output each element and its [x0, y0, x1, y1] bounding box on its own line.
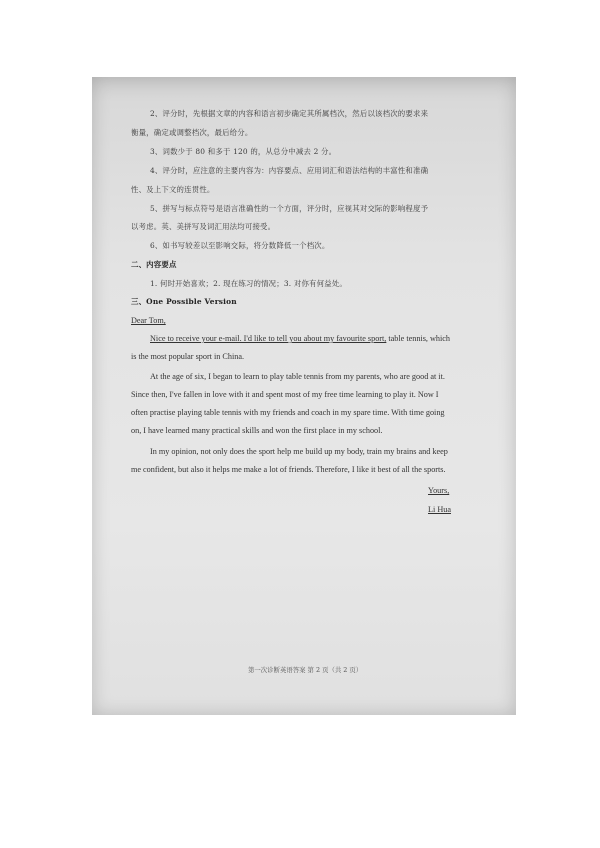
section-2-title: 二、内容要点	[131, 260, 177, 269]
section-3-title: 三、One Possible Version	[131, 297, 237, 306]
letter-p3-line-2: me confident, but also it helps me make a lot of friends. Therefore, I like it best of all the sports.	[131, 465, 446, 474]
letter-p2-line-3: often practise playing table tennis with my friends and coach in my spare time. With time going	[131, 408, 445, 417]
letter-p1-rest: table tennis, which	[386, 334, 451, 343]
rule-2-line-2: 衡量，确定或调整档次，最后给分。	[131, 128, 253, 137]
rule-3: 3、词数少于 80 和多于 120 的，从总分中减去 2 分。	[150, 147, 337, 156]
letter-greeting: Dear Tom,	[131, 316, 166, 325]
letter-p2-line-4: on, I have learned many practical skills and won the first place in my school.	[131, 426, 383, 435]
rule-6: 6、如书写较差以至影响交际，将分数降低一个档次。	[150, 241, 330, 250]
rule-5-line-2: 以考虑。英、美拼写及词汇用法均可接受。	[131, 222, 276, 231]
letter-p1-line-2: is the most popular sport in China.	[131, 352, 245, 361]
letter-p1-underlined: Nice to receive your e-mail. I'd like to tell you about my favourite sport,	[150, 334, 387, 343]
content-points: 1. 何时开始喜欢；2. 现在练习的情况；3. 对你有何益处。	[150, 279, 347, 288]
rule-2-line-1: 2、评分时，先根据文章的内容和语言初步确定其所属档次，然后以该档次的要求来	[150, 109, 429, 118]
rule-5-line-1: 5、拼写与标点符号是语言准确性的一个方面，评分时，应视其对交际的影响程度予	[150, 204, 429, 213]
letter-closing: Yours,	[428, 486, 450, 495]
rule-4-line-1: 4、评分时，应注意的主要内容为：内容要点、应用词汇和语法结构的丰富性和准确	[150, 166, 429, 175]
letter-p2-line-1: At the age of six, I began to learn to play table tennis from my parents, who are good at it.	[150, 372, 445, 381]
letter-p2-line-2: Since then, I've fallen in love with it and spent most of my free time learning to play it. Now I	[131, 390, 439, 399]
page-footer: 第一次诊断英语答案 第 2 页（共 2 页）	[248, 666, 363, 674]
letter-signature: Li Hua	[428, 505, 451, 514]
rule-4-line-2: 性、及上下文的连贯性。	[131, 185, 215, 194]
letter-p1-line-1	[150, 334, 450, 344]
letter-p3-line-1: In my opinion, not only does the sport help me build up my body, train my brains and keep	[150, 447, 448, 456]
